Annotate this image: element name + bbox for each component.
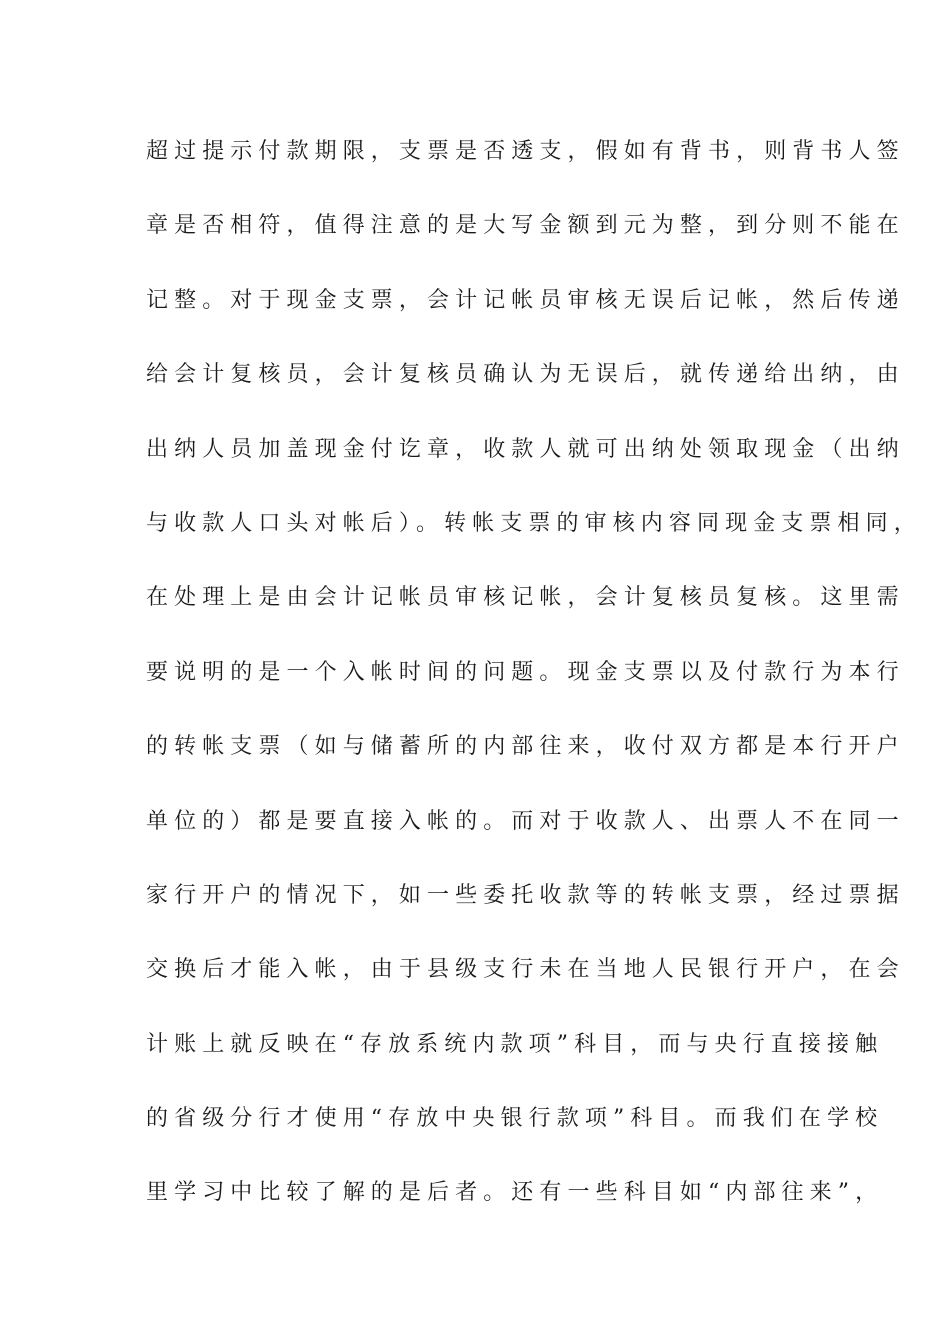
text-line: 与收款人口头对帐后）。转帐支票的审核内容同现金支票相同，	[146, 510, 922, 536]
text-line: 家行开户的情况下，如一些委托收款等的转帐支票，经过票据	[146, 882, 905, 908]
text-line: 交换后才能入帐，由于县级支行未在当地人民银行开户，在会	[146, 957, 905, 983]
text-line: 的转帐支票（如与储蓄所的内部往来，收付双方都是本行开户	[146, 734, 905, 760]
text-line: 计账上就反映在“存放系统内款项”科目，而与央行直接接触	[146, 1031, 884, 1057]
body-paragraph	[146, 130, 922, 1246]
text-line: 里学习中比较了解的是后者。还有一些科目如“内部往来”，	[146, 1180, 884, 1206]
text-line: 超过提示付款期限，支票是否透支，假如有背书，则背书人签	[146, 139, 905, 164]
text-line: 要说明的是一个入帐时间的问题。现金支票以及付款行为本行	[146, 659, 905, 685]
text-line: 单位的）都是要直接入帐的。而对于收款人、出票人不在同一	[146, 808, 905, 834]
text-line: 的省级分行才使用“存放中央银行款项”科目。而我们在学校	[146, 1106, 884, 1132]
text-line: 在处理上是由会计记帐员审核记帐，会计复核员复核。这里需	[146, 585, 905, 611]
text-line: 章是否相符，值得注意的是大写金额到元为整，到分则不能在	[146, 213, 905, 239]
text-line: 给会计复核员，会计复核员确认为无误后，就传递给出纳，由	[146, 362, 905, 388]
text-line: 出纳人员加盖现金付讫章，收款人就可出纳处领取现金（出纳	[146, 436, 905, 462]
text-line: 记整。对于现金支票，会计记帐员审核无误后记帐，然后传递	[146, 287, 905, 313]
